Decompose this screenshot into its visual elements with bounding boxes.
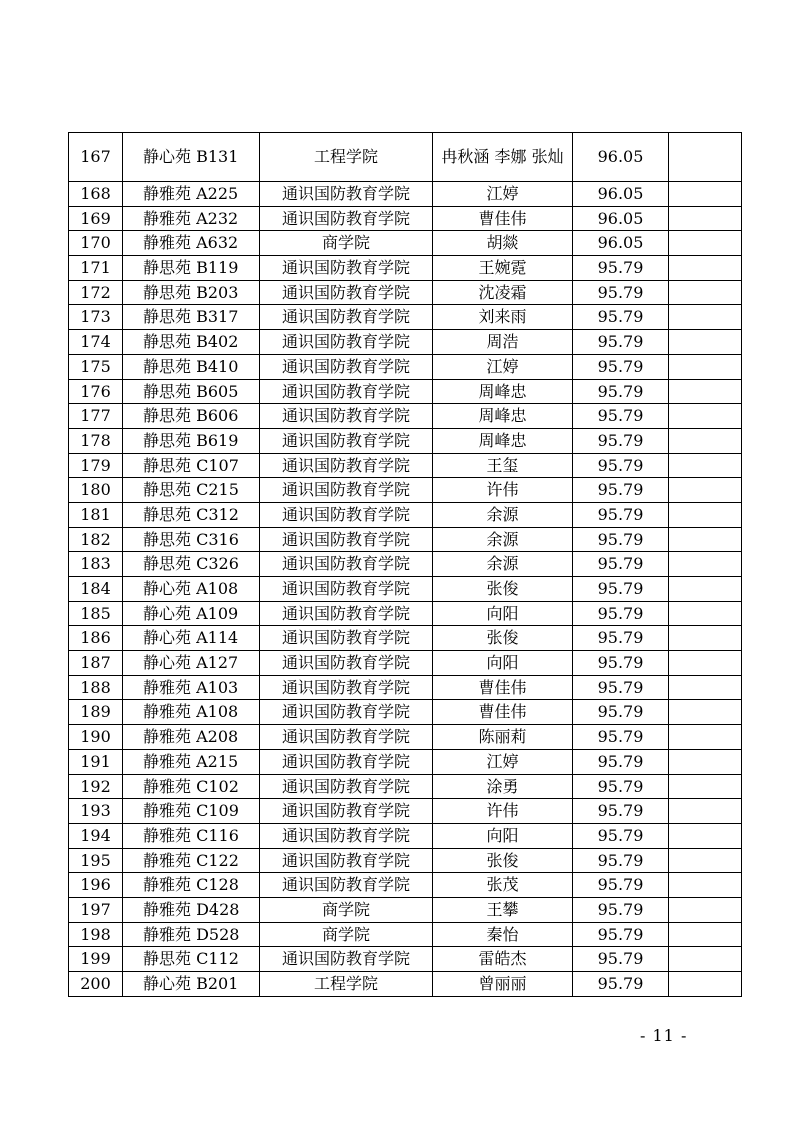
dormitory-cell: 静雅苑 A208 (123, 725, 260, 750)
row-number-cell: 186 (69, 626, 123, 651)
inspector-names-cell: 曹佳伟 (433, 206, 573, 231)
note-cell (669, 972, 742, 997)
row-number-cell: 180 (69, 478, 123, 503)
score-cell: 96.05 (573, 231, 669, 256)
score-cell: 95.79 (573, 848, 669, 873)
score-cell: 95.79 (573, 428, 669, 453)
table-row (69, 922, 742, 947)
inspector-names-cell: 许伟 (433, 799, 573, 824)
inspector-names-cell: 胡燚 (433, 231, 573, 256)
dormitory-cell: 静思苑 C215 (123, 478, 260, 503)
row-number-cell: 172 (69, 280, 123, 305)
inspector-names-cell: 刘来雨 (433, 305, 573, 330)
note-cell (669, 774, 742, 799)
page-number: - 11 - (640, 1026, 688, 1045)
inspector-names-cell: 周峰忠 (433, 379, 573, 404)
row-number-cell: 196 (69, 873, 123, 898)
dormitory-cell: 静雅苑 C128 (123, 873, 260, 898)
college-cell: 通识国防教育学院 (260, 725, 433, 750)
dormitory-cell: 静心苑 A127 (123, 651, 260, 676)
college-cell: 通识国防教育学院 (260, 749, 433, 774)
dormitory-cell: 静雅苑 A632 (123, 231, 260, 256)
college-cell: 商学院 (260, 897, 433, 922)
table-row (69, 848, 742, 873)
inspector-names-cell: 沈凌霜 (433, 280, 573, 305)
score-cell: 95.79 (573, 379, 669, 404)
dormitory-cell: 静思苑 C316 (123, 527, 260, 552)
dormitory-cell: 静思苑 B619 (123, 428, 260, 453)
score-cell: 96.05 (573, 206, 669, 231)
college-cell: 通识国防教育学院 (260, 848, 433, 873)
table-row (69, 453, 742, 478)
table-row (69, 799, 742, 824)
inspector-names-cell: 江婷 (433, 354, 573, 379)
score-cell: 95.79 (573, 675, 669, 700)
score-cell: 95.79 (573, 601, 669, 626)
note-cell (669, 404, 742, 429)
dormitory-cell: 静心苑 A114 (123, 626, 260, 651)
note-cell (669, 799, 742, 824)
inspector-names-cell: 张茂 (433, 873, 573, 898)
college-cell: 通识国防教育学院 (260, 527, 433, 552)
college-cell: 通识国防教育学院 (260, 823, 433, 848)
college-cell: 通识国防教育学院 (260, 478, 433, 503)
row-number-cell: 171 (69, 256, 123, 281)
score-cell: 95.79 (573, 947, 669, 972)
inspector-names-cell: 江婷 (433, 182, 573, 207)
table-row (69, 206, 742, 231)
dormitory-cell: 静雅苑 C116 (123, 823, 260, 848)
note-cell (669, 182, 742, 207)
note-cell (669, 700, 742, 725)
note-cell (669, 651, 742, 676)
dormitory-cell: 静心苑 A109 (123, 601, 260, 626)
table-row (69, 379, 742, 404)
dormitory-cell: 静思苑 B317 (123, 305, 260, 330)
college-cell: 通识国防教育学院 (260, 354, 433, 379)
inspector-names-cell: 余源 (433, 552, 573, 577)
college-cell: 通识国防教育学院 (260, 873, 433, 898)
score-cell: 95.79 (573, 651, 669, 676)
college-cell: 通识国防教育学院 (260, 453, 433, 478)
row-number-cell: 184 (69, 577, 123, 602)
inspector-names-cell: 周峰忠 (433, 404, 573, 429)
college-cell: 通识国防教育学院 (260, 799, 433, 824)
score-cell: 96.05 (573, 182, 669, 207)
table-row (69, 231, 742, 256)
college-cell: 通识国防教育学院 (260, 626, 433, 651)
table-row (69, 502, 742, 527)
row-number-cell: 192 (69, 774, 123, 799)
college-cell: 商学院 (260, 231, 433, 256)
row-number-cell: 189 (69, 700, 123, 725)
college-cell: 工程学院 (260, 972, 433, 997)
score-cell: 95.79 (573, 280, 669, 305)
note-cell (669, 675, 742, 700)
table-row (69, 354, 742, 379)
row-number-cell: 178 (69, 428, 123, 453)
college-cell: 通识国防教育学院 (260, 601, 433, 626)
table-row (69, 725, 742, 750)
dormitory-cell: 静雅苑 A215 (123, 749, 260, 774)
note-cell (669, 206, 742, 231)
row-number-cell: 191 (69, 749, 123, 774)
inspector-names-cell: 向阳 (433, 823, 573, 848)
row-number-cell: 195 (69, 848, 123, 873)
score-cell: 95.79 (573, 527, 669, 552)
table-row (69, 972, 742, 997)
row-number-cell: 173 (69, 305, 123, 330)
dormitory-cell: 静思苑 C107 (123, 453, 260, 478)
table-row (69, 428, 742, 453)
dormitory-cell: 静雅苑 A232 (123, 206, 260, 231)
note-cell (669, 478, 742, 503)
note-cell (669, 330, 742, 355)
row-number-cell: 190 (69, 725, 123, 750)
row-number-cell: 174 (69, 330, 123, 355)
inspector-names-cell: 王攀 (433, 897, 573, 922)
inspector-names-cell: 王玺 (433, 453, 573, 478)
college-cell: 通识国防教育学院 (260, 700, 433, 725)
row-number-cell: 170 (69, 231, 123, 256)
table-row (69, 133, 742, 182)
inspector-names-cell: 冉秋涵 李娜 张灿 (433, 133, 573, 182)
note-cell (669, 552, 742, 577)
dormitory-cell: 静思苑 B606 (123, 404, 260, 429)
inspector-names-cell: 张俊 (433, 626, 573, 651)
dormitory-cell: 静思苑 C312 (123, 502, 260, 527)
score-cell: 95.79 (573, 330, 669, 355)
inspector-names-cell: 张俊 (433, 848, 573, 873)
dormitory-cell: 静雅苑 C102 (123, 774, 260, 799)
row-number-cell: 193 (69, 799, 123, 824)
note-cell (669, 231, 742, 256)
college-cell: 通识国防教育学院 (260, 330, 433, 355)
dormitory-cell: 静思苑 C112 (123, 947, 260, 972)
table-row (69, 873, 742, 898)
table-row (69, 774, 742, 799)
score-cell: 95.79 (573, 873, 669, 898)
dormitory-cell: 静心苑 B201 (123, 972, 260, 997)
inspector-names-cell: 曹佳伟 (433, 700, 573, 725)
college-cell: 通识国防教育学院 (260, 404, 433, 429)
note-cell (669, 379, 742, 404)
row-number-cell: 181 (69, 502, 123, 527)
note-cell (669, 626, 742, 651)
row-number-cell: 187 (69, 651, 123, 676)
row-number-cell: 176 (69, 379, 123, 404)
row-number-cell: 198 (69, 922, 123, 947)
row-number-cell: 199 (69, 947, 123, 972)
dormitory-cell: 静雅苑 A103 (123, 675, 260, 700)
table-row (69, 256, 742, 281)
table-row (69, 182, 742, 207)
note-cell (669, 947, 742, 972)
table-body (69, 133, 742, 997)
note-cell (669, 502, 742, 527)
college-cell: 通识国防教育学院 (260, 280, 433, 305)
score-cell: 95.79 (573, 922, 669, 947)
note-cell (669, 428, 742, 453)
table-row (69, 601, 742, 626)
row-number-cell: 185 (69, 601, 123, 626)
row-number-cell: 200 (69, 972, 123, 997)
dormitory-cell: 静思苑 C326 (123, 552, 260, 577)
dormitory-cell: 静思苑 B203 (123, 280, 260, 305)
dormitory-cell: 静心苑 A108 (123, 577, 260, 602)
row-number-cell: 168 (69, 182, 123, 207)
dormitory-cell: 静雅苑 C122 (123, 848, 260, 873)
row-number-cell: 197 (69, 897, 123, 922)
college-cell: 通识国防教育学院 (260, 305, 433, 330)
note-cell (669, 601, 742, 626)
dormitory-cell: 静思苑 B605 (123, 379, 260, 404)
table-row (69, 478, 742, 503)
row-number-cell: 194 (69, 823, 123, 848)
score-cell: 95.79 (573, 774, 669, 799)
inspector-names-cell: 曹佳伟 (433, 675, 573, 700)
college-cell: 通识国防教育学院 (260, 502, 433, 527)
score-cell: 95.79 (573, 256, 669, 281)
row-number-cell: 167 (69, 133, 123, 182)
score-cell: 95.79 (573, 552, 669, 577)
note-cell (669, 280, 742, 305)
college-cell: 通识国防教育学院 (260, 428, 433, 453)
note-cell (669, 133, 742, 182)
score-cell: 95.79 (573, 799, 669, 824)
row-number-cell: 179 (69, 453, 123, 478)
table-row (69, 675, 742, 700)
table-row (69, 626, 742, 651)
inspector-names-cell: 向阳 (433, 601, 573, 626)
table-row (69, 700, 742, 725)
score-cell: 95.79 (573, 700, 669, 725)
dormitory-cell: 静思苑 B410 (123, 354, 260, 379)
score-cell: 95.79 (573, 453, 669, 478)
dormitory-cell: 静雅苑 A108 (123, 700, 260, 725)
score-cell: 95.79 (573, 626, 669, 651)
score-cell: 96.05 (573, 133, 669, 182)
inspector-names-cell: 向阳 (433, 651, 573, 676)
inspector-names-cell: 江婷 (433, 749, 573, 774)
score-cell: 95.79 (573, 478, 669, 503)
score-cell: 95.79 (573, 502, 669, 527)
note-cell (669, 527, 742, 552)
table-row (69, 404, 742, 429)
score-cell: 95.79 (573, 305, 669, 330)
inspector-names-cell: 秦怡 (433, 922, 573, 947)
college-cell: 通识国防教育学院 (260, 256, 433, 281)
dormitory-cell: 静雅苑 D528 (123, 922, 260, 947)
table-row (69, 330, 742, 355)
score-cell: 95.79 (573, 749, 669, 774)
score-cell: 95.79 (573, 577, 669, 602)
inspector-names-cell: 余源 (433, 502, 573, 527)
college-cell: 通识国防教育学院 (260, 651, 433, 676)
college-cell: 工程学院 (260, 133, 433, 182)
table-row (69, 552, 742, 577)
college-cell: 通识国防教育学院 (260, 774, 433, 799)
dormitory-cell: 静雅苑 A225 (123, 182, 260, 207)
note-cell (669, 354, 742, 379)
note-cell (669, 823, 742, 848)
college-cell: 通识国防教育学院 (260, 379, 433, 404)
note-cell (669, 873, 742, 898)
score-cell: 95.79 (573, 725, 669, 750)
dormitory-cell: 静心苑 B131 (123, 133, 260, 182)
note-cell (669, 256, 742, 281)
table-row (69, 527, 742, 552)
inspector-names-cell: 张俊 (433, 577, 573, 602)
college-cell: 通识国防教育学院 (260, 206, 433, 231)
dormitory-cell: 静雅苑 C109 (123, 799, 260, 824)
table-row (69, 749, 742, 774)
table-row (69, 947, 742, 972)
dormitory-cell: 静雅苑 D428 (123, 897, 260, 922)
score-cell: 95.79 (573, 972, 669, 997)
college-cell: 商学院 (260, 922, 433, 947)
table-row (69, 577, 742, 602)
inspector-names-cell: 雷皓杰 (433, 947, 573, 972)
dormitory-cell: 静思苑 B402 (123, 330, 260, 355)
inspector-names-cell: 余源 (433, 527, 573, 552)
college-cell: 通识国防教育学院 (260, 947, 433, 972)
row-number-cell: 182 (69, 527, 123, 552)
note-cell (669, 922, 742, 947)
row-number-cell: 183 (69, 552, 123, 577)
inspector-names-cell: 许伟 (433, 478, 573, 503)
inspector-names-cell: 曾丽丽 (433, 972, 573, 997)
row-number-cell: 177 (69, 404, 123, 429)
table-row (69, 651, 742, 676)
college-cell: 通识国防教育学院 (260, 675, 433, 700)
row-number-cell: 169 (69, 206, 123, 231)
table-row (69, 305, 742, 330)
note-cell (669, 577, 742, 602)
inspector-names-cell: 王婉霓 (433, 256, 573, 281)
college-cell: 通识国防教育学院 (260, 577, 433, 602)
note-cell (669, 848, 742, 873)
row-number-cell: 188 (69, 675, 123, 700)
note-cell (669, 305, 742, 330)
inspector-names-cell: 周峰忠 (433, 428, 573, 453)
inspector-names-cell: 陈丽莉 (433, 725, 573, 750)
score-cell: 95.79 (573, 354, 669, 379)
table-row (69, 280, 742, 305)
score-cell: 95.79 (573, 404, 669, 429)
college-cell: 通识国防教育学院 (260, 552, 433, 577)
note-cell (669, 749, 742, 774)
table-row (69, 823, 742, 848)
table-row (69, 897, 742, 922)
inspector-names-cell: 涂勇 (433, 774, 573, 799)
score-cell: 95.79 (573, 823, 669, 848)
note-cell (669, 897, 742, 922)
dormitory-cell: 静思苑 B119 (123, 256, 260, 281)
score-cell: 95.79 (573, 897, 669, 922)
inspector-names-cell: 周浩 (433, 330, 573, 355)
dormitory-score-table (68, 132, 742, 997)
note-cell (669, 725, 742, 750)
note-cell (669, 453, 742, 478)
college-cell: 通识国防教育学院 (260, 182, 433, 207)
row-number-cell: 175 (69, 354, 123, 379)
